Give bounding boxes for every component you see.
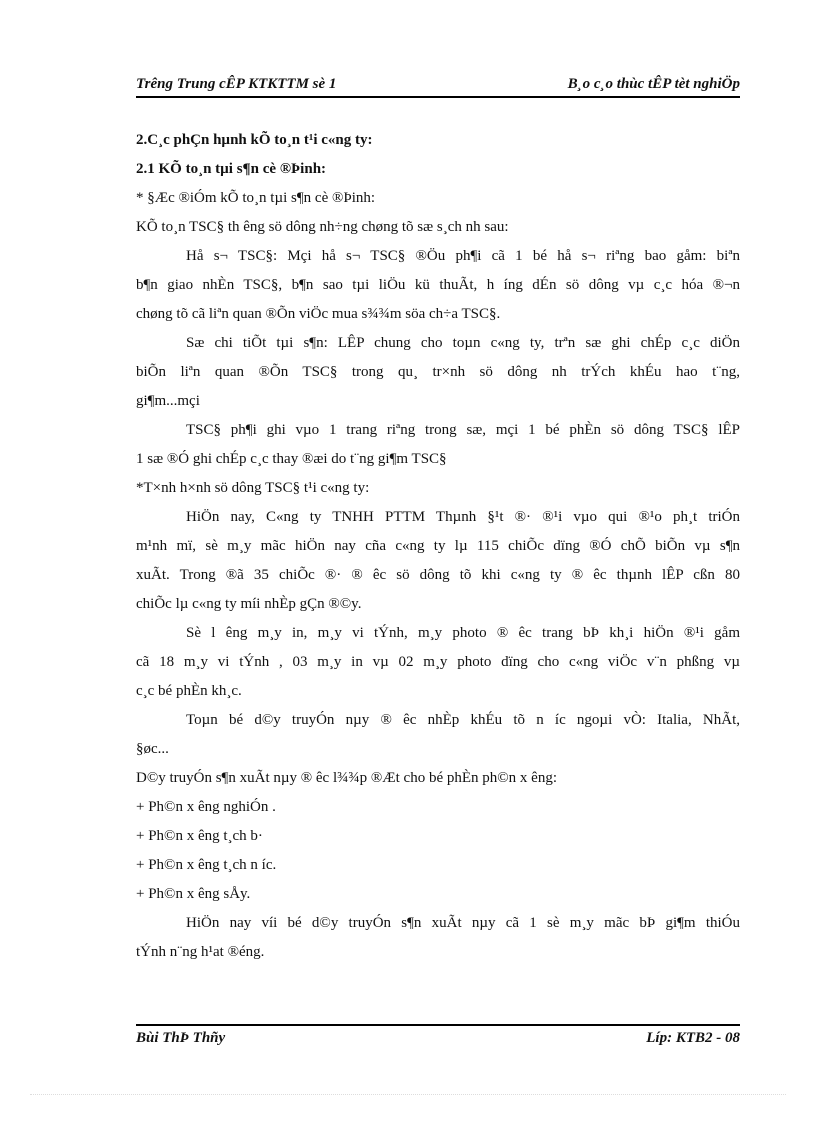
paragraph-line: TSC§ ph¶i ghi vµo 1 trang riªng trong sæ, mçi 1 bé phÈn sö dông TSC§ lÊP <box>186 422 740 438</box>
footer-right: Líp: KTB2 - 08 <box>646 1030 740 1046</box>
footer-rule <box>136 1024 740 1026</box>
paragraph-line: Hå s¬ TSC§: Mçi hå s¬ TSC§ ®Öu ph¶i cã 1 bé hå s¬ riªng bao gåm: biªn <box>186 248 740 264</box>
list-item: + Ph©n x êng t¸ch n íc. <box>136 857 277 873</box>
paragraph-line: D©y truyÓn s¶n xuÃt nµy ® êc l¾¾p ®Æt cho bé phÈn ph©n x êng: <box>136 770 557 786</box>
list-item: + Ph©n x êng t¸ch b· <box>136 828 263 844</box>
header-left: Trêng Trung cÊP KTKTTM sè 1 <box>136 76 337 92</box>
paragraph-line: cã 18 m¸y vi tÝnh , 03 m¸y in vµ 02 m¸y photo dïng cho c«ng viÖc v¨n phßng vµ <box>136 654 740 670</box>
page-header <box>136 76 740 96</box>
paragraph-line: HiÖn nay, C«ng ty TNHH PTTM Thµnh §¹t ®· ®¹i vµo qui ®¹o ph¸t triÓn <box>186 509 740 525</box>
paragraph-line: c¸c bé phÈn kh¸c. <box>136 683 242 699</box>
paragraph-line: Sæ chi tiÕt tµi s¶n: LÊP chung cho toµn c«ng ty, trªn sæ ghi chÉp c¸c diÖn <box>186 335 740 351</box>
paragraph-line: m¹nh mï, sè m¸y mãc hiÖn nay cña c«ng ty lµ 115 chiÕc dïng ®Ó chÕ biÕn vµ s¶n <box>136 538 740 554</box>
paragraph-line: Sè l êng m¸y in, m¸y vi tÝnh, m¸y photo ® êc trang bÞ kh¸i hiÖn ®¹i gåm <box>186 625 740 641</box>
document-body <box>136 126 740 967</box>
paragraph-line: chøng tõ cã liªn quan ®Õn viÖc mua s¾¾m söa ch÷a TSC§. <box>136 306 501 322</box>
header-rule <box>136 96 740 98</box>
paragraph-line: b¶n giao nhÈn TSC§, b¶n sao tµi liÖu kü thuÃt, h íng dÉn sö dông vµ c¸c hóa ®¬n <box>136 277 740 293</box>
list-item: + Ph©n x êng nghiÓn . <box>136 799 276 815</box>
paragraph-line: tÝnh n¨ng h¹at ®éng. <box>136 944 265 960</box>
paragraph-line: gi¶m...mçi <box>136 393 200 409</box>
header-right: B¸o c¸o thùc tÊP tèt nghiÖp <box>567 76 740 92</box>
list-item: + Ph©n x êng sÅy. <box>136 886 251 902</box>
paragraph-line: biÕn liªn quan ®Õn TSC§ trong qu¸ tr×nh sö dông nh trÝch khÉu hao t¨ng, <box>136 364 740 380</box>
paragraph-line: *T×nh h×nh sö dông TSC§ t¹i c«ng ty: <box>136 480 370 496</box>
paragraph-line: §øc... <box>136 741 169 757</box>
paragraph-line: chiÕc lµ c«ng ty míi nhÈp gÇn ®©y. <box>136 596 362 612</box>
paragraph-line: Toµn bé d©y truyÓn nµy ® êc nhÈp khÉu tõ n íc ngoµi vÒ: Italia, NhÃt, <box>186 712 740 728</box>
paragraph-line: xuÃt. Trong ®ã 35 chiÕc ®· ® êc sö dông tõ khi c«ng ty ® êc thµnh lÊP cßn 80 <box>136 567 740 583</box>
footer-left: Bùi ThÞ Thñy <box>136 1030 226 1046</box>
paragraph-line: * §Æc ®iÓm kÕ to¸n tµi s¶n cè ®Þinh: <box>136 190 376 206</box>
subsection-heading: 2.1 KÕ to¸n tµi s¶n cè ®Þinh: <box>136 161 327 177</box>
section-heading: 2.C¸c phÇn hµnh kÕ to¸n t¹i c«ng ty: <box>136 132 373 148</box>
paragraph-line: 1 sæ ®Ó ghi chÉp c¸c thay ®æi do t¨ng gi¶m TSC§ <box>136 451 447 467</box>
paragraph-line: KÕ to¸n TSC§ th êng sö dông nh÷ng chøng tõ sæ s¸ch nh sau: <box>136 219 509 235</box>
page-edge-dots <box>30 1094 786 1095</box>
page-footer <box>136 1030 740 1050</box>
paragraph-line: HiÖn nay víi bé d©y truyÓn s¶n xuÃt nµy cã 1 sè m¸y mãc bÞ gi¶m thiÓu <box>186 915 740 931</box>
